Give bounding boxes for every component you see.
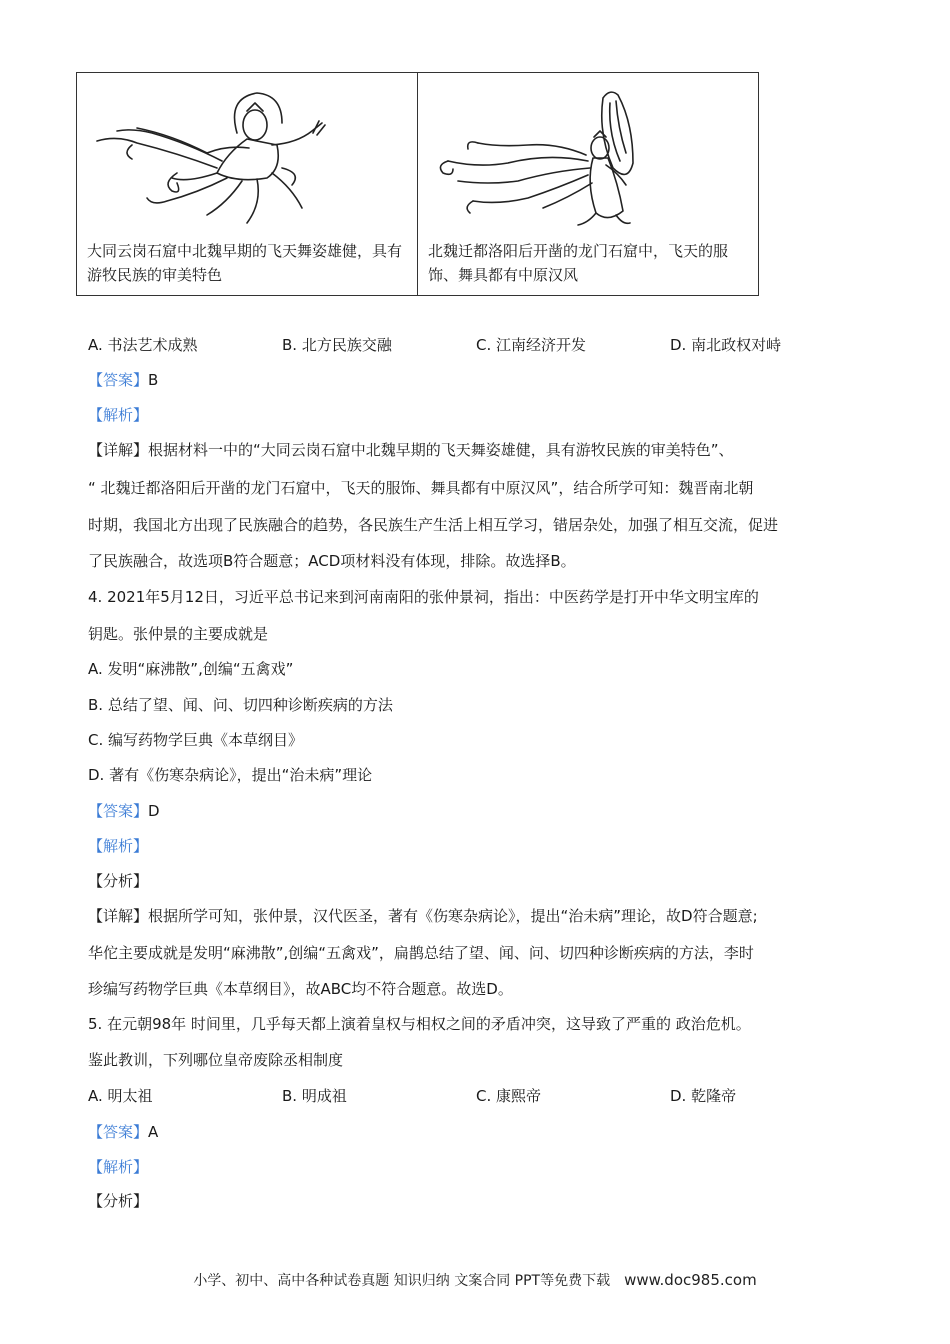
q5-stem-line-2: 鉴此教训，下列哪位皇帝废除丞相制度	[88, 1051, 344, 1069]
figure-table	[76, 72, 759, 296]
figure-left-caption: 大同云岗石窟中北魏早期的飞天舞姿雄健，具有游牧民族的审美特色	[87, 242, 403, 284]
q3-detail-line-1	[88, 439, 734, 461]
q4-analysis-tag: 【解析】	[88, 837, 149, 855]
q3-option-c: C. 江南经济开发	[476, 336, 587, 354]
q4-answer: D	[148, 802, 160, 820]
q3-answer-line	[88, 369, 158, 391]
q5-option-d: D. 乾隆帝	[670, 1087, 737, 1105]
q4-detail-line-3: 珍编写药物学巨典《本草纲目》，故ABC均不符合题意。故选D。	[88, 980, 513, 998]
page-footer	[0, 1270, 950, 1290]
q5-option-a: A. 明太祖	[88, 1087, 153, 1105]
q4-detail-tag: 【详解】	[88, 907, 149, 925]
q3-detail-tag: 【详解】	[88, 441, 149, 459]
q3-answer: B	[148, 371, 159, 389]
q5-fenxi-tag: 【分析】	[88, 1192, 149, 1210]
flying-apsara-longmen-image	[418, 73, 708, 233]
figure-right-caption: 北魏迁都洛阳后开凿的龙门石窟中，飞天的服饰、舞具都有中原汉风	[428, 242, 729, 284]
q3-detail-line-4: 了民族融合，故选项B符合题意；ACD项材料没有体现，排除。故选择B。	[88, 552, 576, 570]
flying-apsara-yungang-image	[77, 73, 467, 233]
figure-left-cell	[77, 73, 417, 295]
q3-option-b: B. 北方民族交融	[282, 336, 392, 354]
q4-option-d: D. 著有《伤寒杂病论》，提出“治未病”理论	[88, 766, 373, 784]
q4-option-b: B. 总结了望、闻、问、切四种诊断疾病的方法	[88, 696, 393, 714]
q3-option-a: A. 书法艺术成熟	[88, 336, 198, 354]
q4-stem-line-2: 钥匙。张仲景的主要成就是	[88, 625, 269, 643]
q3-answer-tag: 【答案】	[88, 371, 149, 389]
q5-answer-tag: 【答案】	[88, 1123, 149, 1141]
q4-stem-line-1: 4. 2021年5月12日，习近平总书记来到河南南阳的张仲景祠，指出：中医药学是打开中华文明宝库的	[88, 588, 759, 606]
q4-detail-line-1	[88, 905, 758, 927]
q4-detail-line-2: 华佗主要成就是发明“麻沸散”,创编“五禽戏”，扁鹊总结了望、闻、问、切四种诊断疾病的方法，李时	[88, 944, 754, 962]
q3-analysis-tag: 【解析】	[88, 406, 149, 424]
q3-option-d: D. 南北政权对峙	[670, 336, 782, 354]
q3-detail-line-3: 时期，我国北方出现了民族融合的趋势，各民族生产生活上相互学习，错居杂处，加强了相互交流，促进	[88, 516, 779, 534]
q5-answer: A	[148, 1123, 159, 1141]
q5-option-b: B. 明成祖	[282, 1087, 347, 1105]
q4-detail-text-1: 根据所学可知，张仲景，汉代医圣，著有《伤寒杂病论》，提出“治未病”理论，故D符合题意;	[148, 907, 758, 925]
q3-detail-text-1: 根据材料一中的“大同云岗石窟中北魏早期的飞天舞姿雄健，具有游牧民族的审美特色”、	[148, 441, 734, 459]
q3-detail-line-2: “ 北魏迁都洛阳后开凿的龙门石窟中，飞天的服饰、舞具都有中原汉风”，结合所学可知：魏晋南北朝	[88, 479, 754, 497]
q5-option-c: C. 康熙帝	[476, 1087, 542, 1105]
q5-analysis-tag: 【解析】	[88, 1158, 149, 1176]
figure-right-cell	[417, 73, 758, 295]
q5-answer-line	[88, 1121, 158, 1143]
q4-fenxi-tag: 【分析】	[88, 872, 149, 890]
q4-answer-line	[88, 800, 160, 822]
footer-text: 小学、初中、高中各种试卷真题 知识归纳 文案合同 PPT等免费下载	[193, 1273, 611, 1289]
q4-option-a: A. 发明“麻沸散”,创编“五禽戏”	[88, 660, 294, 678]
q5-stem-line-1: 5. 在元朝98年 时间里，几乎每天都上演着皇权与相权之间的矛盾冲突，这导致了严重的 政治危机。	[88, 1015, 751, 1033]
footer-url-link[interactable]: www.doc985.com	[624, 1271, 757, 1289]
q4-option-c: C. 编写药物学巨典《本草纲目》	[88, 731, 304, 749]
q4-answer-tag: 【答案】	[88, 802, 149, 820]
